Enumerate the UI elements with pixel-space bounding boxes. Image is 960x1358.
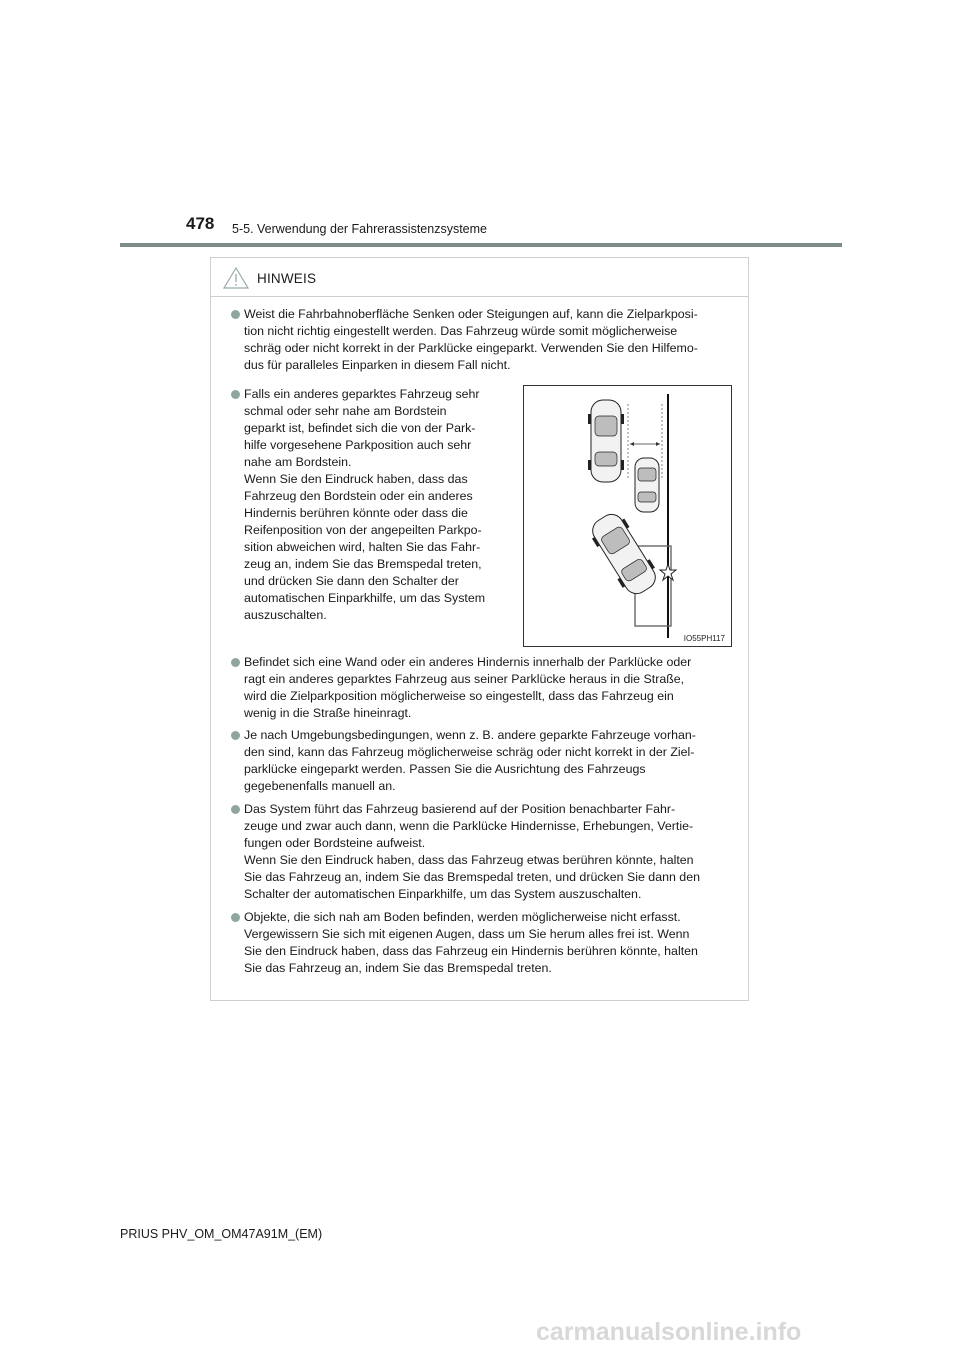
- text-line: Hindernis berühren könnte oder dass die: [244, 506, 468, 520]
- notice-label: HINWEIS: [257, 270, 317, 286]
- parked-car: [588, 400, 624, 482]
- text-line: und drücken Sie dann den Schalter der: [244, 574, 459, 588]
- text-line: Reifenposition von der angepeilten Parkpo-: [244, 523, 482, 537]
- text-line: Weist die Fahrbahnoberfläche Senken oder Steigungen auf, kann die Zielparkposi-: [244, 307, 698, 321]
- watermark: carmanualsonline.info: [536, 1318, 802, 1346]
- notice-box: [210, 257, 749, 1001]
- parking-illustration: [523, 385, 732, 647]
- text-line: wenig in die Straße hineinragt.: [244, 706, 412, 720]
- section-title: 5-5. Verwendung der Fahrerassistenzsysteme: [232, 222, 487, 236]
- notice-item: [231, 727, 743, 795]
- text-line: auszuschalten.: [244, 608, 327, 622]
- text-line: sition abweichen wird, halten Sie das Fahr-: [244, 540, 481, 554]
- text-line: Schalter der automatischen Einparkhilfe, um das System auszuschalten.: [244, 887, 642, 901]
- text-line: fungen oder Bordsteine aufweist.: [244, 836, 426, 850]
- text-line: dus für paralleles Einparken in diesem Fall nicht.: [244, 358, 511, 372]
- reversing-car: [586, 508, 663, 599]
- text-line: Fahrzeug den Bordstein oder ein anderes: [244, 489, 473, 503]
- text-line: Vergewissern Sie sich mit eigenen Augen, dass um Sie herum alles frei ist. Wenn: [244, 927, 690, 941]
- notice-item: [231, 654, 743, 722]
- notice-item: [231, 306, 743, 374]
- bullet-icon: [231, 913, 240, 922]
- notice-divider: [211, 296, 748, 297]
- notice-item: [231, 801, 743, 903]
- bullet-icon: [231, 731, 240, 740]
- text-line: ragt ein anderes geparktes Fahrzeug aus seiner Parklücke heraus in die Straße,: [244, 672, 685, 686]
- text-line: den sind, kann das Fahrzeug möglicherweise schräg oder nicht korrekt in der Ziel-: [244, 745, 695, 759]
- footer-model-code: PRIUS PHV_OM_OM47A91M_(EM): [120, 1227, 323, 1241]
- notice-item: [231, 386, 515, 624]
- warning-triangle-icon: [223, 266, 249, 290]
- bullet-icon: [231, 658, 240, 667]
- text-line: schmal oder sehr nahe am Bordstein: [244, 404, 447, 418]
- text-line: zeug an, indem Sie das Bremspedal treten,: [244, 557, 482, 571]
- text-line: Sie den Eindruck haben, dass das Fahrzeug ein Hindernis berühren könnte, halten: [244, 944, 698, 958]
- text-line: Objekte, die sich nah am Boden befinden, werden möglicherweise nicht erfasst.: [244, 910, 681, 924]
- text-line: zeuge und zwar auch dann, wenn die Parklücke Hindernisse, Erhebungen, Vertie-: [244, 819, 694, 833]
- text-line: nahe am Bordstein.: [244, 455, 352, 469]
- notice-header: [223, 264, 316, 292]
- text-line: Befindet sich eine Wand oder ein anderes Hindernis innerhalb der Parklücke oder: [244, 655, 692, 669]
- bullet-icon: [231, 805, 240, 814]
- header-rule: [120, 243, 842, 247]
- text-line: Sie das Fahrzeug an, indem Sie das Bremspedal treten, und drücken Sie dann den: [244, 870, 700, 884]
- text-line: Falls ein anderes geparktes Fahrzeug sehr: [244, 387, 480, 401]
- text-line: tion nicht richtig eingestellt werden. Das Fahrzeug würde somit möglicherweise: [244, 324, 678, 338]
- page-number: 478: [186, 214, 215, 233]
- text-line: Das System führt das Fahrzeug basierend auf der Position benachbarter Fahr-: [244, 802, 676, 816]
- figure-code: IO55PH117: [683, 634, 725, 643]
- text-line: Sie das Fahrzeug an, indem Sie das Bremspedal treten.: [244, 961, 552, 975]
- text-line: Je nach Umgebungsbedingungen, wenn z. B. andere geparkte Fahrzeuge vorhan-: [244, 728, 696, 742]
- text-line: Wenn Sie den Eindruck haben, dass das Fahrzeug etwas berühren könnte, halten: [244, 853, 694, 867]
- text-line: geparkt ist, befindet sich die von der Park-: [244, 421, 476, 435]
- text-line: Wenn Sie den Eindruck haben, dass das: [244, 472, 468, 486]
- text-line: gegebenenfalls manuell an.: [244, 779, 396, 793]
- parking-diagram: [524, 386, 731, 646]
- text-line: hilfe vorgesehene Parkposition auch sehr: [244, 438, 472, 452]
- text-line: automatischen Einparkhilfe, um das System: [244, 591, 486, 605]
- bullet-icon: [231, 310, 240, 319]
- text-line: wird die Zielparkposition möglicherweise so eingestellt, dass das Fahrzeug ein: [244, 689, 674, 703]
- text-line: schräg oder nicht korrekt in der Parklücke eingeparkt. Verwenden Sie den Hilfemo-: [244, 341, 698, 355]
- notice-item: [231, 909, 743, 977]
- bullet-icon: [231, 390, 240, 399]
- parked-car: [635, 458, 659, 512]
- text-line: parklücke eingeparkt werden. Passen Sie die Ausrichtung des Fahrzeugs: [244, 762, 646, 776]
